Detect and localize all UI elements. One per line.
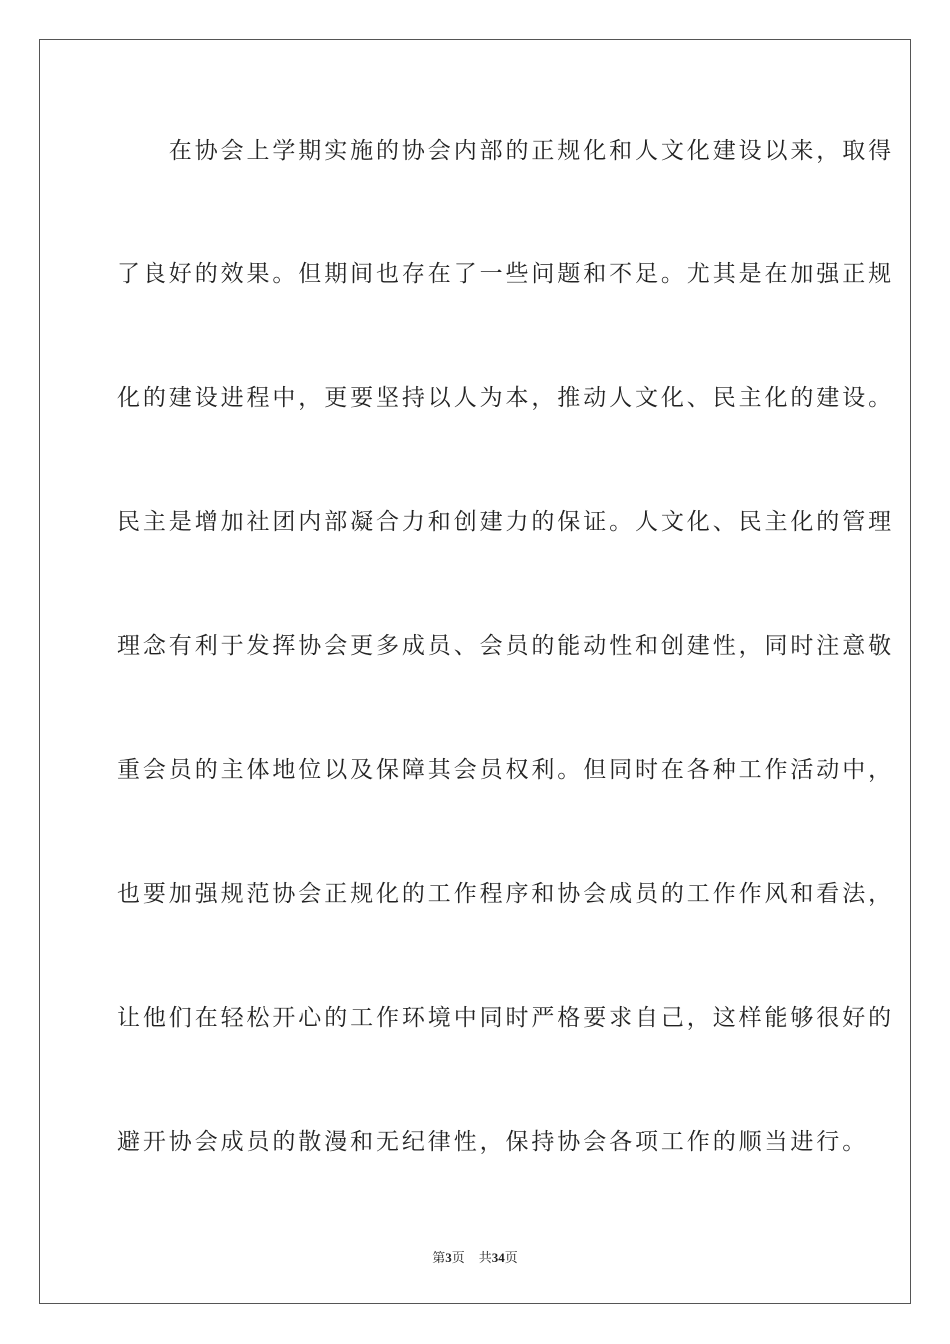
body-line-8: 让他们在轻松开心的工作环境中同时严格要求自己，这样能够很好的: [117, 1005, 894, 1031]
body-line-1: 在协会上学期实施的协会内部的正规化和人文化建设以来，取得: [117, 138, 894, 164]
body-line-9: 避开协会成员的散漫和无纪律性，保持协会各项工作的顺当进行。: [117, 1129, 869, 1155]
body-line-5: 理念有利于发挥协会更多成员、会员的能动性和创建性，同时注意敬: [117, 633, 894, 659]
page-footer: [0, 1247, 950, 1266]
body-line-4: 民主是增加社团内部凝合力和创建力的保证。人文化、民主化的管理: [117, 509, 894, 535]
body-line-3: 化的建设进程中，更要坚持以人为本，推动人文化、民主化的建设。: [117, 385, 894, 411]
page-border: [39, 39, 911, 1304]
total-pages-label: 共34页: [478, 1250, 518, 1265]
body-line-6: 重会员的主体地位以及保障其会员权利。但同时在各种工作活动中，: [117, 757, 894, 783]
body-line-2: 了良好的效果。但期间也存在了一些问题和不足。尤其是在加强正规: [117, 261, 894, 287]
page-number-label: 第3页: [432, 1250, 465, 1265]
body-line-7: 也要加强规范协会正规化的工作程序和协会成员的工作作风和看法，: [117, 881, 894, 907]
